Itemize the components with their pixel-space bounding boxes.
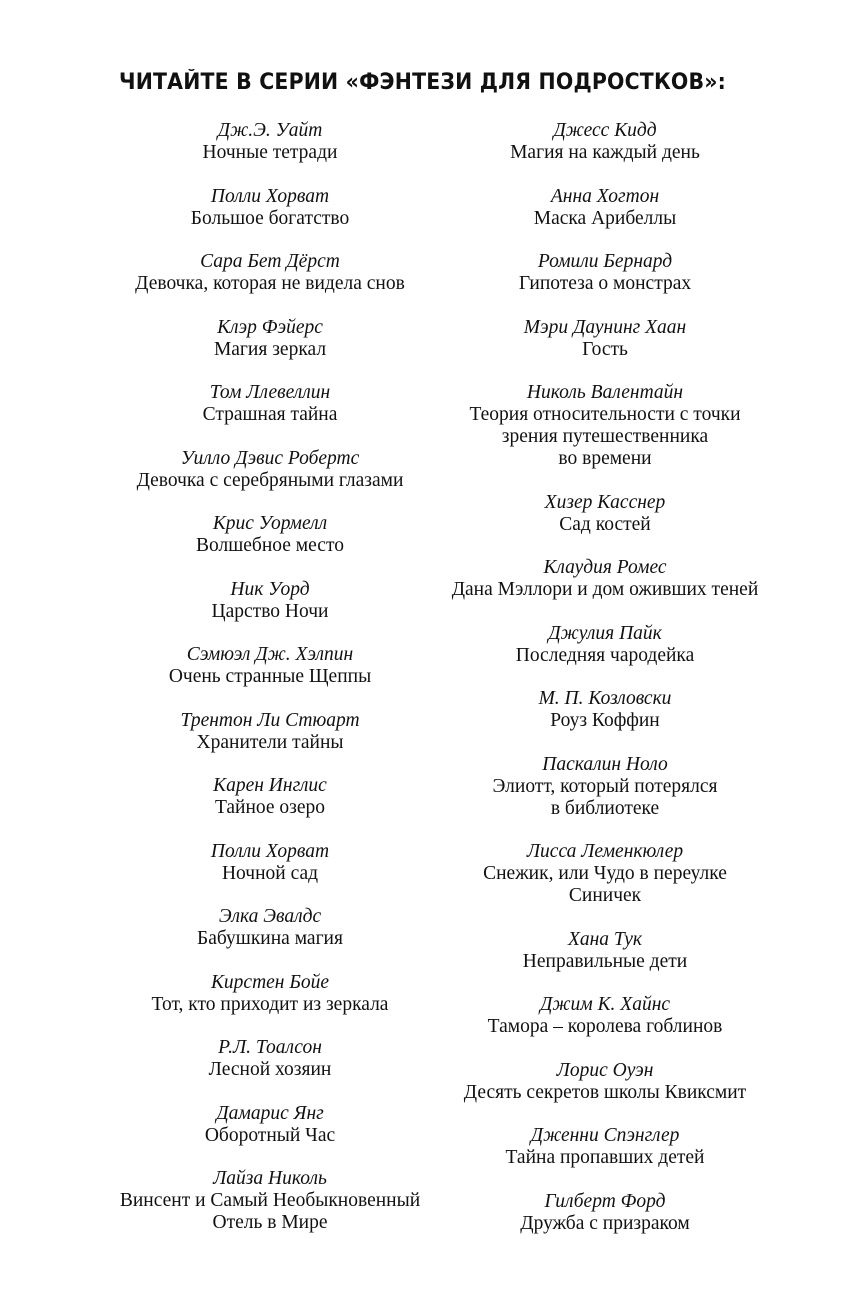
book-title: Теория относительности с точки [469, 404, 741, 425]
book-entry [405, 557, 805, 601]
book-entry [405, 929, 805, 973]
book-entry [405, 382, 805, 470]
page-title: ЧИТАЙТЕ В СЕРИИ «ФЭНТЕЗИ ДЛЯ ПОДРОСТКОВ»: [119, 70, 726, 95]
book-entry [405, 754, 805, 820]
book-author: Элка Эвалдс [218, 906, 322, 927]
book-author: Дж.Э. Уайт [217, 120, 323, 141]
book-title: Тайное озеро [214, 797, 326, 818]
book-title: Магия зеркал [213, 338, 327, 360]
book-title: Девочка с серебряными глазами [136, 469, 404, 491]
book-title: Волшебное место [196, 535, 344, 556]
book-author: Ромили Бернард [537, 251, 673, 272]
book-title: Отель в Мире [212, 1212, 328, 1233]
book-author: Паскалин Ноло [542, 753, 668, 775]
book-author: Лайза Николь [213, 1168, 327, 1189]
book-title: зрения путешественника [501, 426, 709, 447]
book-title: Ночные тетради [202, 142, 338, 163]
book-title: Гость [582, 338, 628, 360]
book-title: Гипотеза о монстрах [518, 273, 692, 294]
book-title: Дружба с призраком [520, 1212, 690, 1234]
book-title: Тайна пропавших детей [505, 1147, 705, 1168]
book-author: М. П. Козловски [538, 688, 672, 709]
book-entry [405, 317, 805, 361]
book-title: Хранители тайны [196, 731, 344, 753]
book-title: Очень странные Щеппы [168, 666, 372, 687]
book-title: Ночной сад [221, 862, 319, 884]
book-entry [405, 186, 805, 230]
book-title: Дана Мэллори и дом оживших теней [451, 579, 759, 600]
book-title: Десять секретов школы Квиксмит [463, 1081, 747, 1103]
book-author: Полли Хорват [210, 185, 330, 207]
book-title: Тот, кто приходит из зеркала [151, 993, 389, 1015]
book-entry [405, 1060, 805, 1104]
book-entry [405, 994, 805, 1038]
book-entry [405, 623, 805, 667]
book-author: Карен Инглис [213, 775, 327, 796]
book-author: Гилберт Форд [544, 1190, 666, 1212]
book-author: Лорис Оуэн [556, 1059, 654, 1081]
book-author: Хизер Касснер [544, 491, 666, 513]
book-title: Большое богатство [190, 207, 350, 229]
book-title: Магия на каждый день [510, 142, 700, 163]
book-entry [405, 841, 805, 907]
book-entry [405, 120, 805, 164]
book-title: Неправильные дети [522, 950, 688, 972]
book-author: Крис Уормелл [212, 513, 328, 534]
book-author: Дженни Спэнглер [530, 1125, 680, 1146]
book-author: Джулия Пайк [548, 622, 662, 644]
book-title: Страшная тайна [202, 404, 338, 425]
book-author: Сара Бет Дёрст [200, 251, 340, 272]
book-author: Лисса Леменкюлер [526, 841, 684, 862]
book-title: Оборотный Час [204, 1124, 336, 1146]
book-title: Роуз Коффин [550, 710, 660, 731]
book-title: Девочка, которая не видела снов [135, 273, 405, 294]
book-author: Джим К. Хайнс [539, 994, 671, 1015]
book-author: Николь Валентайн [526, 382, 684, 403]
book-title: Тамора – королева гоблинов [487, 1016, 723, 1037]
book-title: Последняя чародейка [515, 644, 695, 666]
book-title: в библиотеке [550, 797, 660, 819]
book-author: Ник Уорд [230, 578, 310, 600]
book-author: Трентон Ли Стюарт [180, 709, 360, 731]
book-title: Царство Ночи [211, 600, 329, 622]
book-title: Элиотт, который потерялся [492, 775, 718, 797]
book-title: во времени [558, 448, 652, 469]
book-author: Мэри Даунинг Хаан [523, 316, 687, 338]
book-entry [405, 251, 805, 295]
book-title: Синичек [568, 885, 642, 906]
book-author: Сэмюэл Дж. Хэлпин [186, 644, 354, 665]
book-author: Том Ллевеллин [209, 382, 331, 403]
book-title: Снежик, или Чудо в переулке [483, 863, 727, 884]
book-author: Клэр Фэйерс [217, 316, 323, 338]
book-author: Полли Хорват [210, 840, 330, 862]
book-entry [405, 492, 805, 536]
book-author: Уилло Дэвис Робертс [180, 447, 360, 469]
book-author: Анна Хогтон [550, 185, 660, 207]
book-author: Кирстен Бойе [210, 971, 330, 993]
book-title: Винсент и Самый Необыкновенный [119, 1190, 421, 1211]
book-title: Сад костей [559, 513, 651, 535]
book-entry [405, 1125, 805, 1169]
book-author: Р.Л. Тоалсон [218, 1037, 322, 1058]
book-author: Хана Тук [567, 928, 643, 950]
book-entry [405, 688, 805, 732]
book-title: Бабушкина магия [197, 928, 343, 949]
book-title: Лесной хозяин [208, 1059, 332, 1080]
book-author: Клаудия Ромес [543, 557, 667, 578]
book-title: Маска Арибеллы [533, 207, 677, 229]
book-author: Джесс Кидд [553, 120, 657, 141]
book-author: Дамарис Янг [216, 1102, 324, 1124]
right-book-column [405, 120, 805, 1256]
book-entry [405, 1191, 805, 1235]
